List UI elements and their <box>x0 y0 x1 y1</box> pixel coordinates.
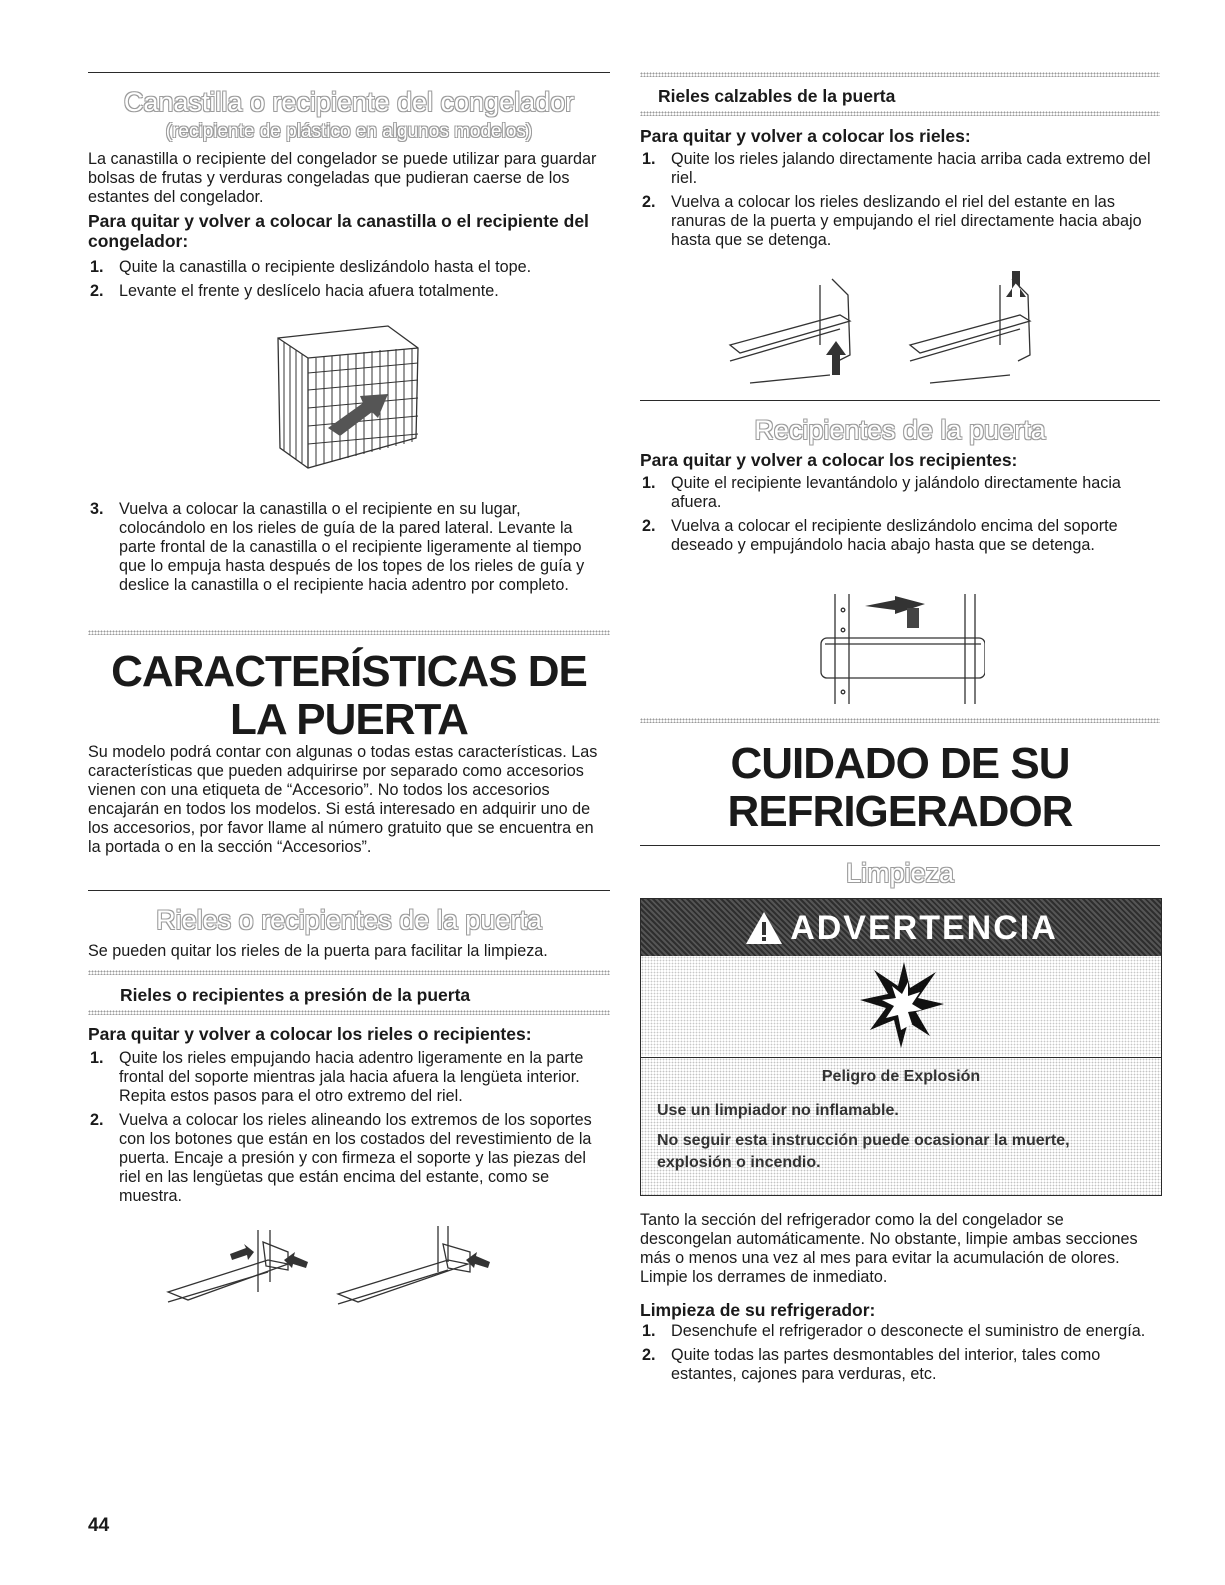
door-bin-illustration <box>815 592 985 707</box>
section-rule <box>640 845 1160 846</box>
step-number: 1. <box>642 474 656 492</box>
rails-bins-heading: Para quitar y volver a colocar los rieles o recipientes: <box>88 1024 532 1044</box>
step-number: 2. <box>642 1346 656 1364</box>
list-item <box>640 517 1155 555</box>
rails-bins-title: Rieles o recipientes de la puerta <box>156 905 542 935</box>
step-text: Vuelva a colocar los rieles alineando los extremos de los soportes con los botones que están en los costados del revestimiento de la puerta. Encaje a presión y con firmeza el soporte y las piezas del riel en las lengüetas que están encima del estante, como se muestra. <box>119 1111 592 1205</box>
step-text: Quite todas las partes desmontables del interior, tales como estantes, cajones para verduras, etc. <box>671 1346 1101 1383</box>
subsection-divider <box>640 111 1160 116</box>
list-item <box>640 193 1155 250</box>
step-number: 2. <box>642 517 656 535</box>
right-column <box>640 0 1160 1585</box>
freezer-basket-illustration <box>268 318 428 478</box>
freezer-basket-heading: Para quitar y volver a colocar la canastilla o el recipiente del congelador: <box>88 211 589 251</box>
warning-box <box>640 898 1162 1196</box>
door-rail-illustration <box>148 1222 568 1312</box>
care-title <box>640 740 1160 836</box>
list-item <box>640 1346 1155 1384</box>
warning-hazard: Peligro de Explosión <box>821 1068 981 1085</box>
warning-line1: Use un limpiador no inflamable. <box>657 1102 899 1119</box>
step-number: 1. <box>90 258 104 276</box>
rail-fit-illustration <box>720 265 1080 385</box>
section-divider <box>640 718 1160 723</box>
warning-banner-text: ADVERTENCIA <box>790 908 1058 947</box>
page-number: 44 <box>88 1515 110 1536</box>
cleaning-heading: Limpieza de su refrigerador: <box>640 1300 876 1320</box>
list-item <box>88 258 603 277</box>
step-number: 3. <box>90 500 104 518</box>
door-features-title-line1: CARACTERÍSTICAS DE <box>111 647 587 696</box>
freezer-basket-intro: La canastilla o recipiente del congelador se puede utilizar para guardar bolsas de frutas y verduras congeladas que pudieran caerse de los estantes del congelador. <box>88 150 597 206</box>
section-rule <box>88 72 610 73</box>
step-number: 1. <box>642 150 656 168</box>
care-title-line2: REFRIGERADOR <box>727 787 1073 836</box>
rails-fit-heading: Para quitar y volver a colocar los rieles: <box>640 126 971 146</box>
freezer-basket-steps <box>88 258 603 306</box>
warning-banner <box>641 899 1161 956</box>
list-item <box>88 1049 603 1106</box>
list-item <box>640 150 1155 188</box>
step-text: Quite los rieles empujando hacia adentro ligeramente en la parte frontal del soporte mientras jala hacia afuera la lengüeta interior. Repita estos pasos para el otro extremo del riel. <box>119 1049 584 1105</box>
freezer-basket-steps-cont <box>88 500 603 600</box>
explosion-icon <box>856 960 946 1050</box>
warning-text-area <box>641 1057 1161 1195</box>
warning-symbol-area <box>641 956 1161 1056</box>
step-number: 2. <box>642 193 656 211</box>
step-text: Quite los rieles jalando directamente hacia arriba cada extremo del riel. <box>671 150 1151 187</box>
step-text: Vuelva a colocar el recipiente deslizándolo encima del soporte deseado y empujándolo hacia abajo hasta que se detenga. <box>671 517 1118 554</box>
step-text: Vuelva a colocar los rieles deslizando el riel del estante en las ranuras de la puerta y empujando el riel directamente hacia abajo hasta que se detenga. <box>671 193 1142 249</box>
section-rule <box>640 400 1160 401</box>
list-item <box>88 500 603 595</box>
freezer-basket-title: Canastilla o recipiente del congelador <box>123 87 575 117</box>
door-bins-steps <box>640 474 1155 560</box>
list-item <box>88 1111 603 1206</box>
rails-bins-steps <box>88 1049 603 1211</box>
left-column <box>88 0 610 1585</box>
door-features-title-line2: LA PUERTA <box>230 695 468 744</box>
rails-bins-subsection: Rieles o recipientes a presión de la puerta <box>120 985 471 1005</box>
warning-line2: No seguir esta instrucción puede ocasionar la muerte, explosión o incendio. <box>657 1132 1070 1171</box>
door-bins-heading: Para quitar y volver a colocar los recipientes: <box>640 450 1018 470</box>
list-item <box>640 1322 1155 1341</box>
rails-fit-subsection: Rieles calzables de la puerta <box>658 86 896 106</box>
door-features-intro: Su modelo podrá contar con algunas o todas estas características. Las características que pueden adquirirse por separado como accesorios vienen con una etiqueta de “Accesorio”. No todos los accesorios encajarán en todos los modelos. Si está interesado en adquirir uno de los accesorios, por favor llame al número gratuito que se encuentra en la portada o en la sección “Accesorios”. <box>88 743 598 856</box>
step-number: 2. <box>90 282 104 300</box>
subsection-divider <box>88 1010 610 1015</box>
subsection-divider <box>640 72 1160 77</box>
warning-triangle-icon <box>744 910 784 946</box>
subsection-divider <box>88 970 610 975</box>
rails-fit-steps <box>640 150 1155 255</box>
door-features-title <box>88 648 610 744</box>
step-text: Desenchufe el refrigerador o desconecte el suministro de energía. <box>671 1322 1146 1340</box>
list-item <box>640 474 1155 512</box>
rails-bins-intro: Se pueden quitar los rieles de la puerta para facilitar la limpieza. <box>88 942 548 960</box>
step-text: Vuelva a colocar la canastilla o el recipiente en su lugar, colocándolo en los rieles de guía de la pared lateral. Levante la parte frontal de la canastilla o el recipiente ligeramente al tiempo que lo empuja hasta después de los topes de los rieles de guía y deslice la canastilla o el recipiente hacia adentro por completo. <box>119 500 585 594</box>
freezer-basket-subtitle: (recipiente de plástico en algunos modelos) <box>165 121 533 142</box>
door-bins-title: Recipientes de la puerta <box>754 415 1046 445</box>
step-number: 1. <box>90 1049 104 1067</box>
cleaning-title: Limpieza <box>845 858 955 888</box>
step-text: Quite la canastilla o recipiente deslizándolo hasta el tope. <box>119 258 532 276</box>
care-intro: Tanto la sección del refrigerador como la del congelador se descongelan automáticamente. No obstante, limpie ambas secciones más o menos una vez al mes para evitar la acumulación de olores. Limpie los derrames de inmediato. <box>640 1211 1138 1286</box>
care-title-line1: CUIDADO DE SU <box>730 739 1070 788</box>
list-item <box>88 282 603 301</box>
step-text: Quite el recipiente levantándolo y jalándolo directamente hacia afuera. <box>671 474 1121 511</box>
section-divider <box>88 630 610 635</box>
cleaning-steps <box>640 1322 1155 1389</box>
step-text: Levante el frente y deslícelo hacia afuera totalmente. <box>119 282 499 300</box>
step-number: 1. <box>642 1322 656 1340</box>
step-number: 2. <box>90 1111 104 1129</box>
section-rule <box>88 890 610 891</box>
